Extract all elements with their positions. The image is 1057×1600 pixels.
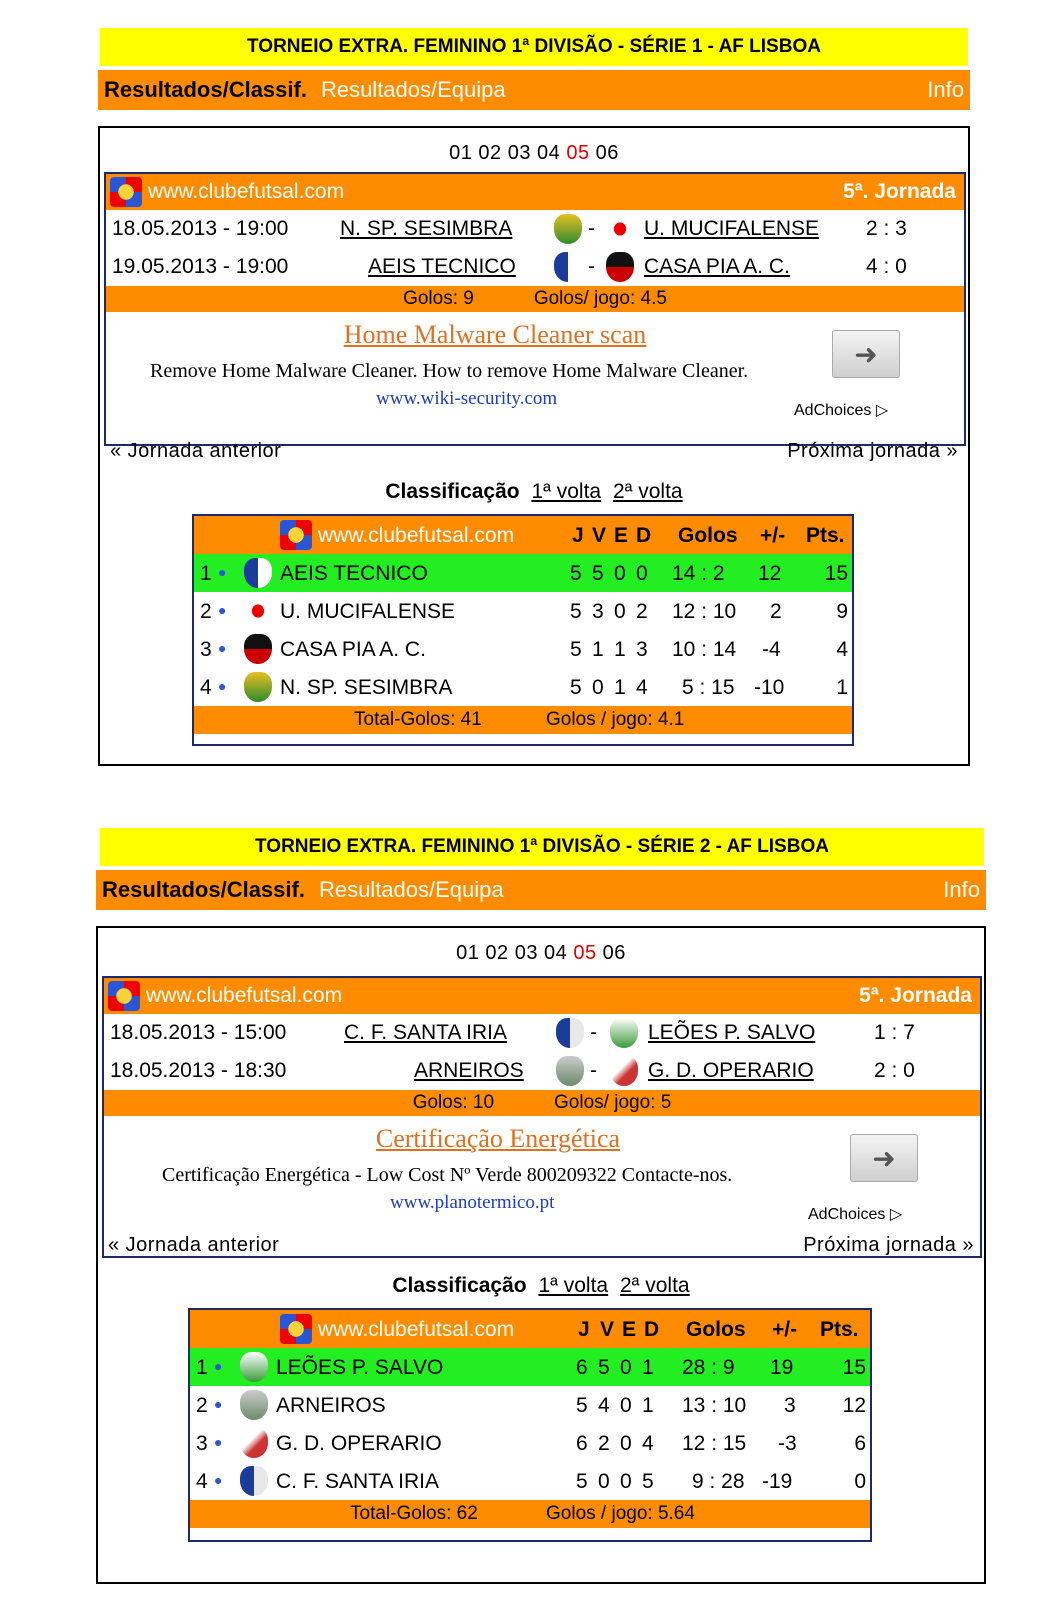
ad-title-link[interactable]: Home Malware Cleaner scan	[343, 320, 647, 349]
points: 1	[836, 676, 848, 699]
next-round-link[interactable]: Próxima jornada »	[803, 1234, 974, 1256]
round-link[interactable]: 06	[602, 942, 626, 964]
serie1-menu	[98, 70, 970, 110]
round-link[interactable]: 03	[507, 142, 531, 164]
menu-info[interactable]: Info	[943, 877, 980, 902]
clubefutsal-logo-icon	[280, 1314, 312, 1344]
col-v: V	[600, 1318, 615, 1341]
home-team-link[interactable]: AEIS TECNICO	[368, 255, 516, 278]
wins: 3	[592, 600, 604, 623]
bullet-icon: ●	[218, 678, 227, 694]
results-summary	[106, 286, 964, 312]
ad-arrow-button[interactable]	[850, 1134, 918, 1182]
goals: 13 : 10	[682, 1394, 747, 1417]
goals: 28 : 9	[682, 1356, 735, 1379]
col-v: V	[592, 524, 607, 547]
goal-diff: -3	[778, 1432, 797, 1455]
total-goals: Golos: 9	[403, 288, 474, 309]
played: 5	[576, 1470, 588, 1493]
col-pts: Pts.	[806, 524, 845, 547]
points: 4	[836, 638, 848, 661]
points: 15	[842, 1356, 866, 1379]
draws: 0	[614, 600, 626, 623]
goal-diff: 19	[770, 1356, 794, 1379]
team-name[interactable]: U. MUCIFALENSE	[280, 600, 456, 623]
match-date: 18.05.2013 - 15:00	[110, 1021, 287, 1044]
col-e: E	[614, 524, 629, 547]
vs-separator: -	[588, 255, 595, 278]
ad-url-link[interactable]: www.wiki-security.com	[376, 388, 558, 409]
away-team-link[interactable]: G. D. OPERARIO	[648, 1059, 814, 1082]
round-link[interactable]: 04	[544, 942, 568, 964]
ad-text[interactable]: Certificação Energética - Low Cost Nº Verde 800209322 Contacte-nos.	[162, 1164, 733, 1186]
team-crest-icon	[244, 596, 272, 626]
col-j: J	[572, 524, 584, 547]
home-team-link[interactable]: C. F. SANTA IRIA	[344, 1021, 507, 1044]
ad-url-link[interactable]: www.planotermico.pt	[390, 1192, 555, 1213]
bullet-icon: ●	[214, 1358, 223, 1374]
match-score[interactable]: 4 : 0	[866, 255, 907, 278]
table-row[interactable]	[190, 1386, 870, 1424]
bullet-icon: ●	[214, 1472, 223, 1488]
draws: 0	[620, 1356, 632, 1379]
classification-label: Classificação	[385, 480, 520, 503]
wins: 5	[592, 562, 604, 585]
adchoices-link[interactable]: AdChoices ▷	[794, 402, 889, 419]
round-link[interactable]: 01	[456, 942, 480, 964]
goals-per-game: Golos / jogo: 4.1	[546, 709, 685, 730]
losses: 5	[642, 1470, 654, 1493]
serie2-title	[100, 828, 984, 866]
position: 1	[196, 1356, 208, 1379]
serie1-results-box	[104, 172, 966, 446]
position: 1	[200, 562, 212, 585]
team-crest-icon	[244, 634, 272, 664]
total-goals: Total-Golos: 41	[354, 709, 482, 730]
clubefutsal-logo-icon	[280, 520, 312, 550]
team-crest-icon	[554, 252, 582, 282]
losses: 1	[642, 1394, 654, 1417]
team-crest-icon	[240, 1352, 268, 1382]
losses: 4	[636, 676, 648, 699]
position: 3	[200, 638, 212, 661]
serie2-menu	[96, 870, 986, 910]
round-link[interactable]: 06	[595, 142, 619, 164]
team-name[interactable]: C. F. SANTA IRIA	[276, 1470, 439, 1493]
team-crest-icon	[610, 1018, 638, 1048]
menu-info[interactable]: Info	[927, 77, 964, 102]
serie2-title-text: TORNEIO EXTRA. FEMININO 1ª DIVISÃO - SÉRIE 2 - AF LISBOA	[255, 836, 829, 857]
losses: 4	[642, 1432, 654, 1455]
table-row[interactable]	[194, 592, 852, 630]
col-golos: Golos	[686, 1318, 746, 1341]
round-selector	[98, 942, 984, 965]
ad-text[interactable]: Remove Home Malware Cleaner. How to remove Home Malware Cleaner.	[150, 360, 749, 382]
standings-footer	[190, 1500, 870, 1528]
wins: 0	[598, 1470, 610, 1493]
serie1-standings	[192, 514, 854, 746]
col-e: E	[622, 1318, 637, 1341]
home-team-link[interactable]: ARNEIROS	[414, 1059, 524, 1082]
bullet-icon: ●	[218, 640, 227, 656]
round-link[interactable]: 04	[537, 142, 561, 164]
menu-resultados-classif[interactable]: Resultados/Classif.	[104, 77, 307, 102]
losses: 0	[636, 562, 648, 585]
table-row[interactable]	[190, 1348, 870, 1386]
home-team-link[interactable]: N. SP. SESIMBRA	[340, 217, 513, 240]
match-row	[104, 1052, 980, 1090]
played: 6	[576, 1356, 588, 1379]
match-score[interactable]: 2 : 0	[874, 1059, 915, 1082]
bullet-icon: ●	[214, 1396, 223, 1412]
vs-separator: -	[590, 1021, 597, 1044]
goals: 12 : 15	[682, 1432, 747, 1455]
losses: 1	[642, 1356, 654, 1379]
position: 4	[200, 676, 212, 699]
total-goals: Golos: 10	[412, 1092, 495, 1113]
points: 6	[854, 1432, 866, 1455]
table-row[interactable]	[194, 554, 852, 592]
played: 5	[570, 638, 582, 661]
menu-resultados-equipa[interactable]: Resultados/Equipa	[320, 77, 506, 102]
bullet-icon: ●	[214, 1434, 223, 1450]
bullet-icon: ●	[218, 564, 227, 580]
goals-per-game: Golos/ jogo: 5	[554, 1092, 672, 1113]
position: 3	[196, 1432, 208, 1455]
points: 12	[842, 1394, 866, 1417]
results-summary	[104, 1090, 980, 1116]
match-date: 18.05.2013 - 19:00	[112, 217, 289, 240]
round-current[interactable]: 05	[573, 942, 597, 964]
adchoices-link[interactable]: AdChoices ▷	[808, 1206, 903, 1223]
team-crest-icon	[244, 672, 272, 702]
prev-round-link[interactable]: « Jornada anterior	[108, 1234, 280, 1256]
match-row	[104, 1014, 980, 1052]
results-header	[104, 978, 980, 1014]
goals: 5 : 15	[682, 676, 735, 699]
position: 2	[200, 600, 212, 623]
round-link[interactable]: 01	[449, 142, 473, 164]
goal-diff: -19	[762, 1470, 793, 1493]
team-name[interactable]: LEÕES P. SALVO	[276, 1356, 444, 1379]
played: 5	[570, 600, 582, 623]
round-link[interactable]: 02	[485, 942, 509, 964]
round-link[interactable]: 03	[514, 942, 538, 964]
team-crest-icon	[556, 1056, 584, 1086]
match-date: 18.05.2013 - 18:30	[110, 1059, 287, 1082]
second-leg-link[interactable]: 2ª volta	[612, 480, 683, 503]
played: 5	[576, 1394, 588, 1417]
away-team-link[interactable]: LEÕES P. SALVO	[648, 1021, 816, 1044]
table-row[interactable]	[194, 668, 852, 706]
vs-separator: -	[588, 217, 595, 240]
round-link[interactable]: 02	[478, 142, 502, 164]
ad-title-link[interactable]: Certificação Energética	[375, 1124, 621, 1153]
goal-diff: -4	[762, 638, 781, 661]
round-current[interactable]: 05	[566, 142, 590, 164]
first-leg-link[interactable]: 1ª volta	[531, 480, 602, 503]
team-crest-icon	[554, 214, 582, 244]
ad-arrow-button[interactable]	[832, 330, 900, 378]
losses: 3	[636, 638, 648, 661]
match-row	[106, 210, 964, 248]
played: 5	[570, 676, 582, 699]
team-name[interactable]: G. D. OPERARIO	[276, 1432, 442, 1455]
team-crest-icon	[610, 1056, 638, 1086]
goals: 10 : 14	[672, 638, 737, 661]
col-pts: Pts.	[820, 1318, 859, 1341]
next-round-link[interactable]: Próxima jornada »	[787, 440, 958, 462]
points: 15	[824, 562, 848, 585]
goal-diff: 2	[770, 600, 782, 623]
classification-header	[98, 1274, 984, 1298]
table-row[interactable]	[190, 1462, 870, 1500]
goal-diff: 12	[758, 562, 782, 585]
match-date: 19.05.2013 - 19:00	[112, 255, 289, 278]
table-row[interactable]	[190, 1424, 870, 1462]
advertisement	[106, 312, 964, 426]
team-crest-icon	[244, 558, 272, 588]
serie2-standings	[188, 1308, 872, 1542]
adchoices-label: AdChoices	[808, 1206, 886, 1223]
col-diff: +/-	[772, 1318, 798, 1341]
team-crest-icon	[556, 1018, 584, 1048]
match-row	[106, 248, 964, 286]
team-crest-icon	[240, 1428, 268, 1458]
jornada-label: 5ª. Jornada	[843, 180, 956, 203]
jornada-label: 5ª. Jornada	[859, 984, 972, 1007]
team-crest-icon	[606, 252, 634, 282]
standings-header	[190, 1310, 870, 1348]
points: 9	[836, 600, 848, 623]
serie1-title	[100, 28, 968, 66]
goal-diff: -10	[754, 676, 785, 699]
serie1-title-text: TORNEIO EXTRA. FEMININO 1ª DIVISÃO - SÉRIE 1 - AF LISBOA	[247, 36, 821, 57]
col-diff: +/-	[760, 524, 786, 547]
draws: 1	[614, 676, 626, 699]
site-link[interactable]: www.clubefutsal.com	[318, 1318, 515, 1341]
classification-label: Classificação	[392, 1274, 527, 1297]
match-score[interactable]: 1 : 7	[874, 1021, 915, 1044]
goal-diff: 3	[784, 1394, 796, 1417]
bullet-icon: ●	[218, 602, 227, 618]
table-row[interactable]	[194, 630, 852, 668]
standings-header	[194, 516, 852, 554]
draws: 0	[620, 1470, 632, 1493]
arrow-right-icon: ➜	[872, 1142, 896, 1174]
site-link[interactable]: www.clubefutsal.com	[318, 524, 515, 547]
menu-resultados-equipa[interactable]: Resultados/Equipa	[318, 877, 504, 902]
classification-header	[100, 480, 968, 504]
draws: 0	[620, 1394, 632, 1417]
draws: 1	[614, 638, 626, 661]
points: 0	[854, 1470, 866, 1493]
menu-resultados-classif[interactable]: Resultados/Classif.	[102, 877, 305, 902]
col-d: D	[644, 1318, 660, 1341]
team-name[interactable]: N. SP. SESIMBRA	[280, 676, 453, 699]
wins: 5	[598, 1356, 610, 1379]
away-team-link[interactable]: U. MUCIFALENSE	[644, 217, 820, 240]
arrow-right-icon: ➜	[854, 338, 878, 370]
clubefutsal-logo-icon	[108, 981, 140, 1011]
wins: 4	[598, 1394, 610, 1417]
col-j: J	[578, 1318, 590, 1341]
clubefutsal-logo-icon	[110, 177, 142, 207]
site-link[interactable]: www.clubefutsal.com	[146, 984, 343, 1007]
team-name[interactable]: AEIS TECNICO	[280, 562, 428, 585]
standings-footer	[194, 706, 852, 734]
draws: 0	[620, 1432, 632, 1455]
serie2-panel	[96, 926, 986, 1584]
played: 5	[570, 562, 582, 585]
wins: 2	[598, 1432, 610, 1455]
vs-separator: -	[590, 1059, 597, 1082]
round-selector	[100, 142, 968, 165]
serie2-results-box	[102, 976, 982, 1258]
team-crest-icon	[240, 1466, 268, 1496]
match-score[interactable]: 2 : 3	[866, 217, 907, 240]
team-name[interactable]: CASA PIA A. C.	[280, 638, 426, 661]
prev-round-link[interactable]: « Jornada anterior	[110, 440, 282, 462]
position: 4	[196, 1470, 208, 1493]
total-goals: Total-Golos: 62	[350, 1503, 478, 1524]
col-d: D	[636, 524, 652, 547]
advertisement	[104, 1116, 980, 1230]
goals: 9 : 28	[692, 1470, 745, 1493]
played: 6	[576, 1432, 588, 1455]
site-link[interactable]: www.clubefutsal.com	[148, 180, 345, 203]
team-crest-icon	[240, 1390, 268, 1420]
goals-per-game: Golos / jogo: 5.64	[546, 1503, 695, 1524]
goals-per-game: Golos/ jogo: 4.5	[533, 288, 667, 309]
second-leg-link[interactable]: 2ª volta	[619, 1274, 690, 1297]
away-team-link[interactable]: CASA PIA A. C.	[644, 255, 790, 278]
team-name[interactable]: ARNEIROS	[276, 1394, 386, 1417]
position: 2	[196, 1394, 208, 1417]
serie1-panel	[98, 126, 970, 766]
adchoices-label: AdChoices	[794, 402, 872, 419]
goals: 12 : 10	[672, 600, 737, 623]
team-crest-icon	[606, 214, 634, 244]
goals: 14 : 2	[672, 562, 725, 585]
losses: 2	[636, 600, 648, 623]
wins: 1	[592, 638, 604, 661]
results-header	[106, 174, 964, 210]
col-golos: Golos	[678, 524, 738, 547]
draws: 0	[614, 562, 626, 585]
first-leg-link[interactable]: 1ª volta	[538, 1274, 609, 1297]
wins: 0	[592, 676, 604, 699]
